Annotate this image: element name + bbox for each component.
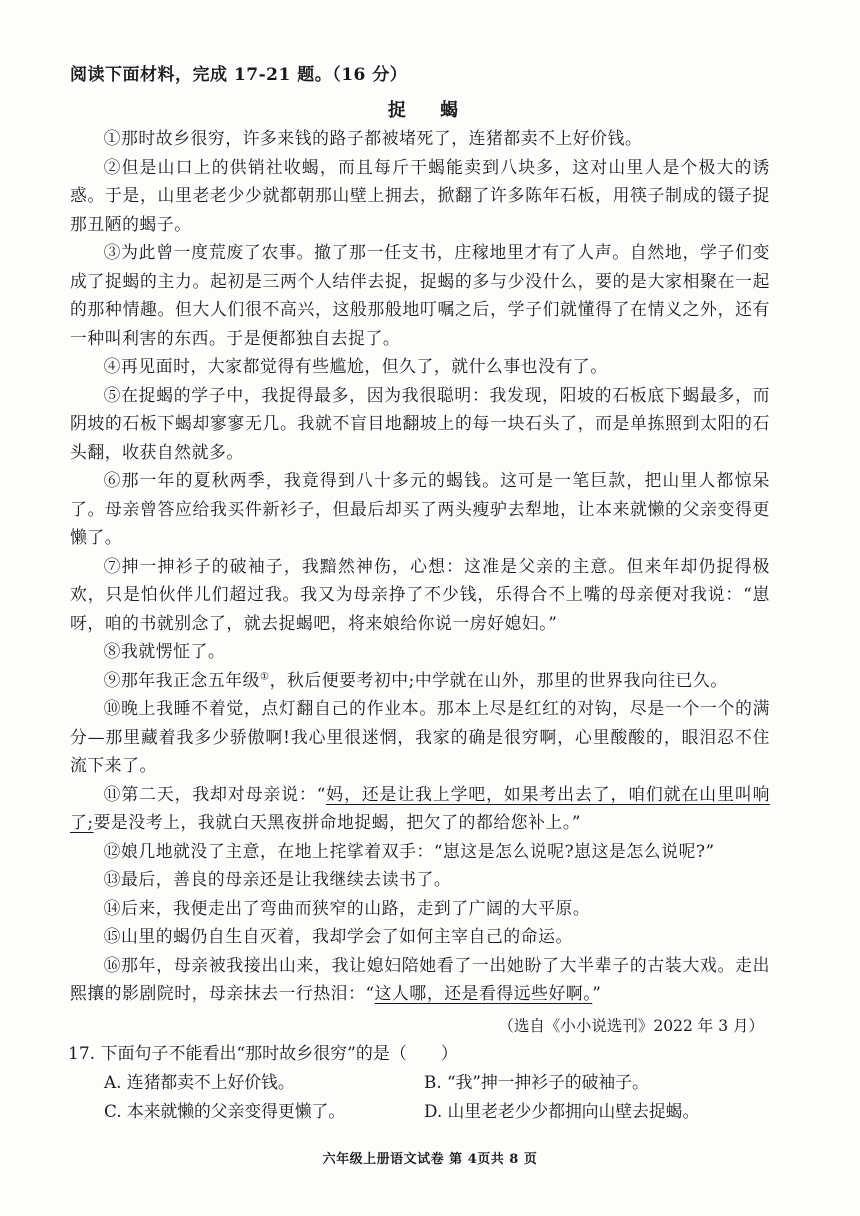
paragraph-16-text-a: ⑯那年，母亲被我接出山来，我让媳妇陪她看了一出她盼了大半辈子的古装大戏。走出熙攘的影剧院时，母亲抹去一行热泪：“ bbox=[70, 954, 770, 1003]
paragraph-3: ③为此曾一度荒废了农事。撤了那一任支书，庄稼地里才有了人声。自然地，学子们变成了捉蝎的主力。起初是三两个人结伴去捉，捉蝎的多与少没什么，要的是大家相聚在一起的那种情趣。但大人们很不高兴，这般那般地叮嘱之后，学子们就懂得了在情义之外，还有一种叫利害的东西。于是便都独自去捉了。 bbox=[70, 242, 770, 348]
paragraph-11-underlined-sentence: 妈，还是让我上学吧，如果考出去了，咱们就在山里叫响了; bbox=[70, 783, 770, 832]
paragraph-4: ④再见面时，大家都觉得有些尴尬，但久了，就什么事也没有了。 bbox=[103, 356, 608, 376]
paragraph-9-text-a: ⑨那年我正念五年级 bbox=[103, 669, 261, 690]
paragraph-9 bbox=[70, 666, 770, 695]
question-17-stem: 17. 下面句子不能看出“那时故乡很穷”的是（ ） bbox=[68, 1044, 458, 1064]
paragraph-6: ⑥那一年的夏秋两季，我竟得到八十多元的蝎钱。这可是一笔巨款，把山里人都惊呆了。母亲曾答应给我买件新衫子，但最后却买了两头瘦驴去犁地，让本来就懒的父亲变得更懒了。 bbox=[70, 470, 770, 547]
footnote-marker: ① bbox=[260, 670, 270, 682]
option-d: D. 山里老老少少都拥向山壁去捉蝎。 bbox=[424, 1101, 700, 1121]
paragraph-15: ⑮山里的蝎仍自生自灭着，我却学会了如何主宰自己的命运。 bbox=[103, 926, 573, 946]
paragraph-16-underlined-sentence: 这人哪，还是看得远些好啊。 bbox=[374, 983, 593, 1003]
paragraph-1: ①那时故乡很穷，许多来钱的路子都被堵死了，连猪都卖不上好价钱。 bbox=[103, 128, 643, 148]
paragraph-5: ⑤在捉蝎的学子中，我捉得最多，因为我很聪明：我发现，阳坡的石板底下蝎最多，而阴坡的石板下蝎却寥寥无几。我就不盲目地翻坡上的每一块石头了，而是单拣照到太阳的石头翻，收获自然就多。 bbox=[70, 384, 770, 462]
paragraph-10: ⑩晚上我睡不着觉，点灯翻自己的作业本。那本上尽是红红的对钩，尽是一个一个的满分—那里藏着我多少骄傲啊!我心里很迷惘，我家的确是很穷啊，心里酸酸的，眼泪忍不住流下来了。 bbox=[70, 698, 770, 775]
passage-body bbox=[70, 124, 770, 1040]
paragraph-16-text-b: ” bbox=[592, 983, 602, 1003]
paragraph-14: ⑭后来，我便走出了弯曲而狭窄的山路，走到了广阔的大平原。 bbox=[103, 897, 591, 918]
reading-instruction: 阅读下面材料，完成 17-21 题。（16 分） bbox=[70, 65, 408, 85]
paragraph-9-text-b: ，秋后便要考初中;中学就在山外，那里的世界我向往已久。 bbox=[269, 669, 728, 690]
page-footer: 六年级上册语文试卷 第 4页共 8 页 bbox=[322, 1152, 538, 1167]
option-c: C. 本来就懒的父亲变得更懒了。 bbox=[104, 1101, 346, 1121]
source-citation: （选自《小小说选刊》2022 年 3 月） bbox=[498, 1016, 764, 1035]
question-17-options bbox=[104, 1068, 778, 1126]
paragraph-7: ⑦抻一抻衫子的破袖子，我黯然神伤，心想：这准是父亲的主意。但来年却仍捉得极欢，只是怕伙伴儿们超过我。我又为母亲挣了不少钱，乐得合不上嘴的母亲便对我说：“崽呀，咱的书就别念了，就去捉蝎吧，将来娘给你说一房好媳妇。” bbox=[70, 555, 770, 633]
option-b: B. “我”抻一抻衫子的破袖子。 bbox=[424, 1072, 649, 1092]
paragraph-12: ⑫娘几地就没了主意，在地上挓挲着双手：“崽这是怎么说呢?崽这是怎么说呢?” bbox=[103, 840, 715, 861]
passage-title: 捉 蝎 bbox=[387, 100, 473, 121]
paragraph-8: ⑧我就愣怔了。 bbox=[103, 641, 226, 661]
paragraph-2: ②但是山口上的供销社收蝎，而且每斤干蝎能卖到八块多，这对山里人是个极大的诱惑。于是，山里老老少少就都朝那山壁上拥去，掀翻了许多陈年石板，用筷子制成的镊子捉那丑陋的蝎子。 bbox=[70, 156, 770, 234]
paragraph-11 bbox=[70, 780, 770, 837]
option-a: A. 连猪都卖不上好价钱。 bbox=[104, 1072, 295, 1092]
question-17 bbox=[68, 1040, 778, 1126]
paragraph-16 bbox=[70, 951, 770, 1008]
paragraph-11-text-a: ⑪第二天，我却对母亲说：“ bbox=[103, 783, 326, 804]
paragraph-13: ⑬最后，善良的母亲还是让我继续去读书了。 bbox=[103, 869, 452, 889]
paragraph-11-text-b: 要是没考上，我就白天黑夜拼命地捉蝎，把欠了的都给您补上。” bbox=[93, 812, 582, 832]
